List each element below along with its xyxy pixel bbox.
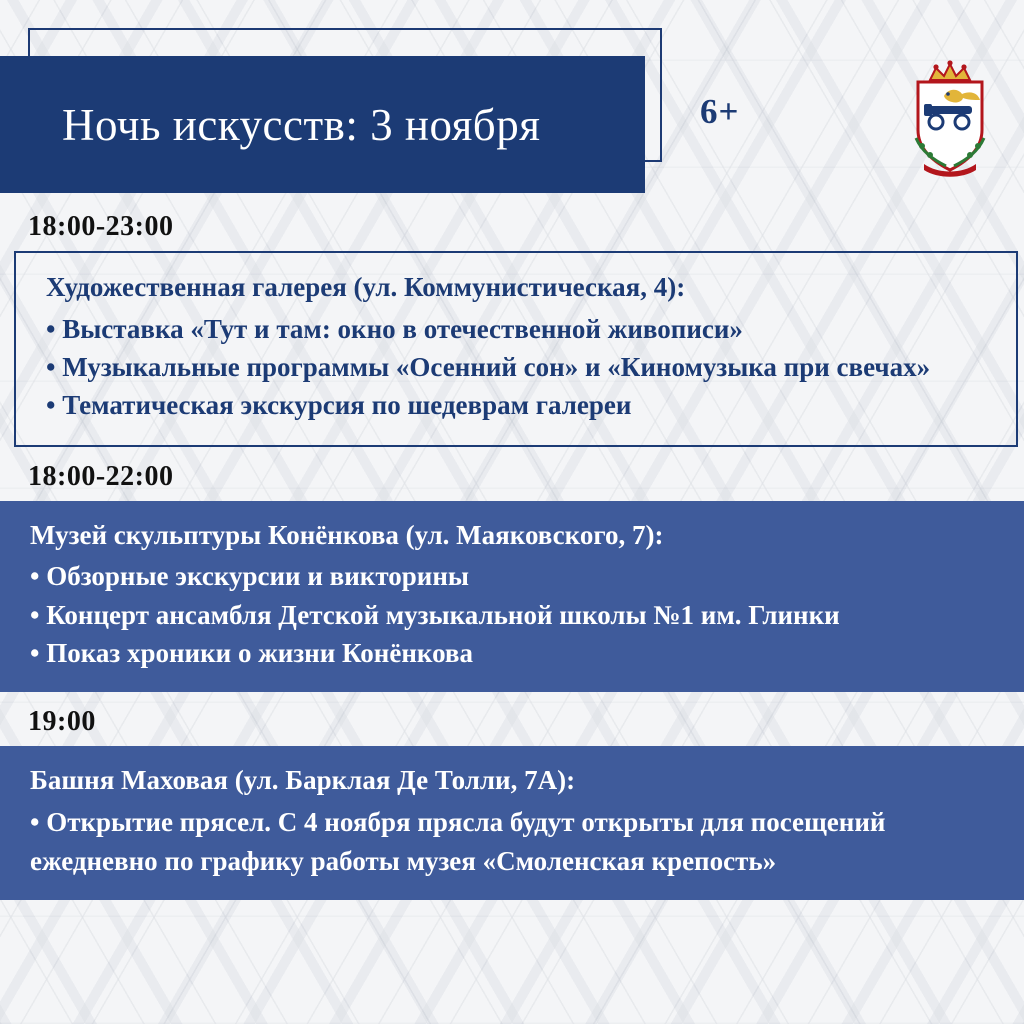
venue-title-1: Художественная галерея (ул. Коммунистическая, 4):: [46, 272, 686, 302]
age-rating-badge: 6+: [700, 92, 740, 131]
spacer: [0, 447, 1024, 455]
schedule-time-1: 18:00-23:00: [28, 211, 174, 242]
venue-title-3: Башня Маховая (ул. Барклая Де Толли, 7А):: [30, 765, 576, 796]
event-item-2-1: • Обзорные экскурсии и викторины: [30, 561, 469, 592]
schedule-time-2: 18:00-22:00: [28, 460, 174, 492]
spacer: [0, 692, 1024, 700]
event-item-1-3: • Тематическая экскурсия по шедеврам галереи: [46, 390, 632, 421]
schedule-block-1: [14, 251, 1018, 447]
schedule-time-3: 19:00: [28, 706, 96, 738]
venue-title-2: Музей скульптуры Конёнкова (ул. Маяковского, 7):: [30, 519, 664, 550]
schedule-block-3: [0, 746, 1024, 899]
page-title: Ночь искусств: 3 ноября: [62, 99, 541, 150]
schedule-block-2: [0, 501, 1024, 693]
schedule-list: [0, 205, 1024, 900]
header-banner: [0, 56, 645, 193]
event-item-1-1: • Выставка «Тут и там: окно в отечественной живописи»: [46, 313, 743, 344]
event-item-2-2: • Концерт ансамбля Детской музыкальной школы №1 им. Глинки: [30, 599, 840, 630]
event-item-3-1: • Открытие прясел. С 4 ноября прясла будут открыты для посещений ежедневно по графику работы музея «Смоленская крепость»: [30, 807, 886, 876]
event-item-2-3: • Показ хроники о жизни Конёнкова: [30, 638, 473, 669]
event-item-1-2: • Музыкальные программы «Осенний сон» и «Киномузыка при свечах»: [46, 352, 931, 383]
smolensk-coat-of-arms-icon: [900, 60, 1000, 178]
